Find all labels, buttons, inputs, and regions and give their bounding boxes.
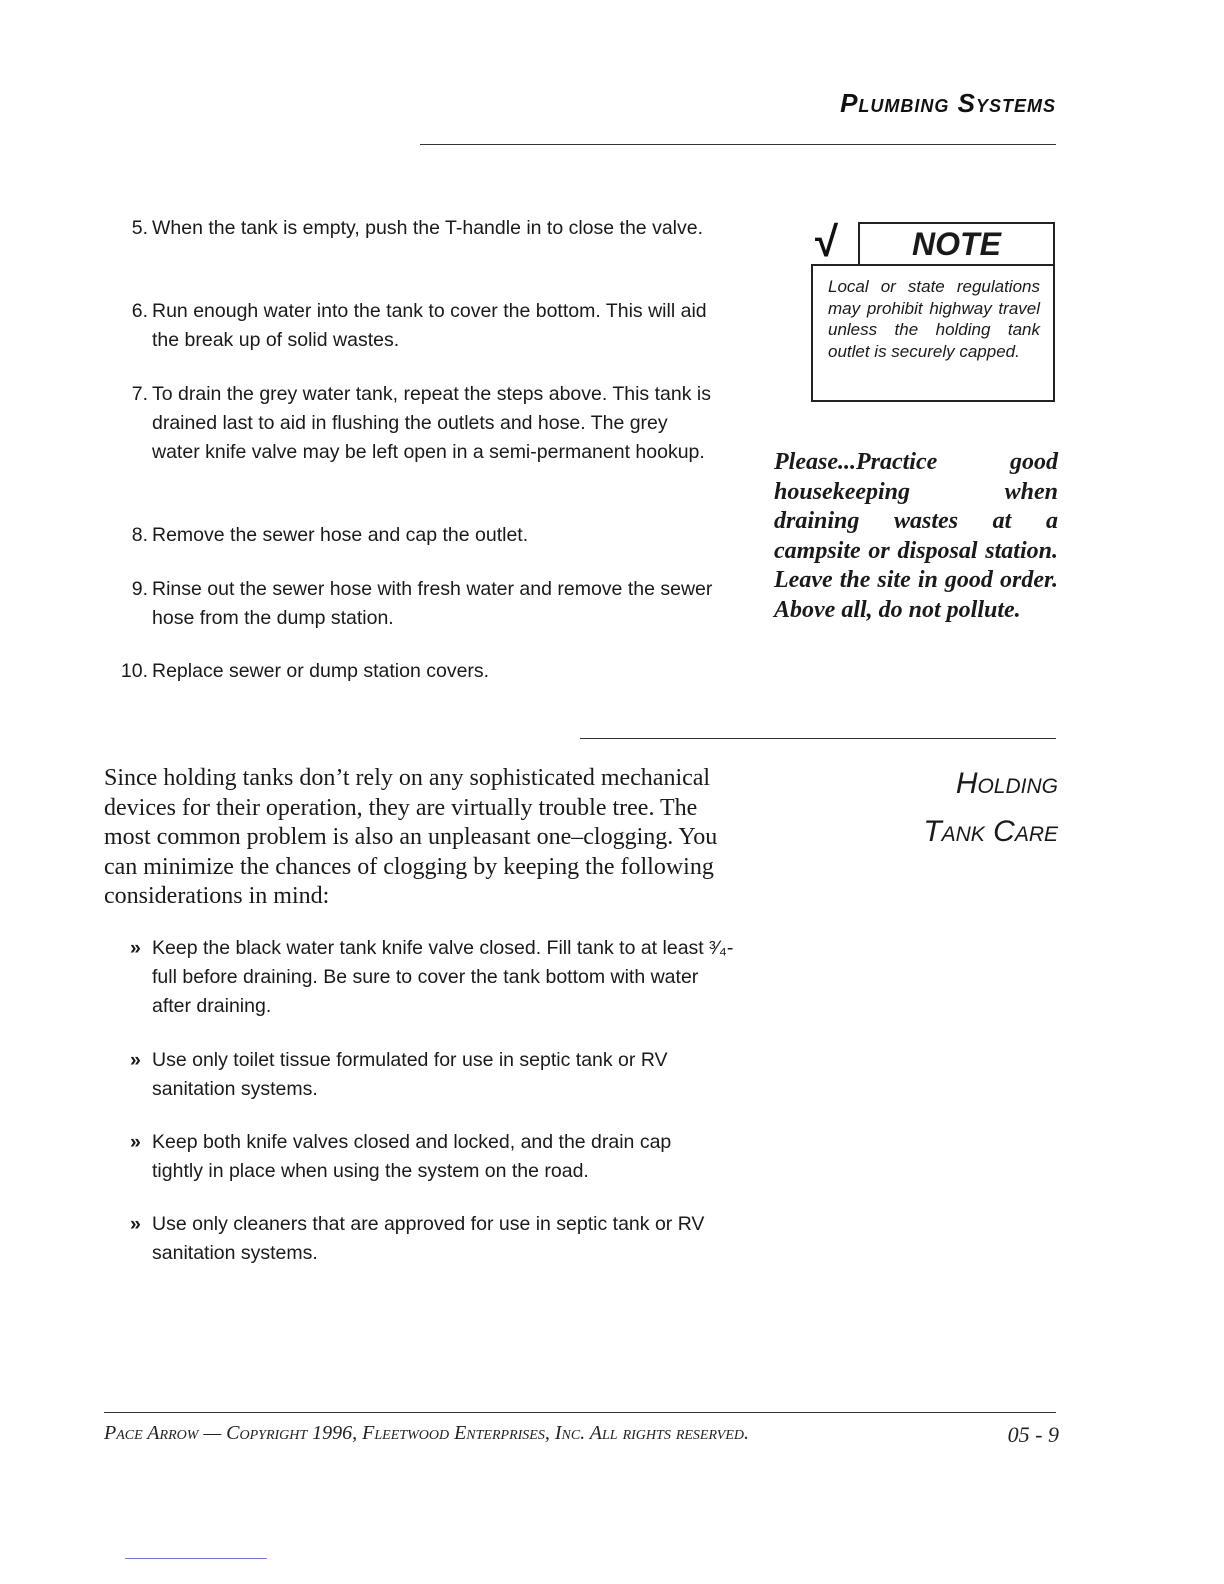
step-7 [110, 380, 730, 467]
checkmark-icon: √ [815, 218, 839, 265]
section-rule [580, 738, 1056, 739]
bullet-marker-icon: » [130, 1131, 141, 1153]
bullet-item [130, 1128, 740, 1186]
step-6 [110, 297, 730, 355]
bullet-marker-icon: » [130, 1049, 141, 1071]
intro-paragraph: Since holding tanks don’t rely on any sophisticated mechanical devices for their operation, they are virtually trouble tree. The most common problem is also an unpleasant one–clogging. You can minimize the chances of clogging by keeping the following considerations in mind: [104, 765, 718, 909]
step-5 [110, 214, 730, 243]
bullet-item [130, 1046, 740, 1104]
section-title: Plumbing Systems [840, 88, 1056, 118]
bullet-text: Keep the black water tank knife valve closed. Fill tank to at least ³⁄₄-full before draining. Be sure to cover the tank bottom with water after draining. [152, 937, 734, 1017]
step-text: Remove the sewer hose and cap the outlet. [152, 524, 529, 546]
step-10 [110, 657, 730, 686]
bullet-text: Keep both knife valves closed and locked, and the drain cap tightly in place when using the system on the road. [152, 1131, 672, 1182]
footer-rule [104, 1412, 1056, 1413]
callout-text: Please...Practice good housekeeping when draining wastes at a campsite or disposal station. Leave the site in good order. Above all, do not pollute. [774, 449, 1058, 623]
note-title: NOTE [858, 222, 1055, 264]
bullet-marker-icon: » [130, 1213, 141, 1235]
step-number: 8. [131, 524, 148, 546]
step-9 [110, 575, 730, 633]
footer-copyright: Pace Arrow — Copyright 1996, Fleetwood Enterprises, Inc. All rights reserved. [104, 1422, 749, 1444]
step-text: To drain the grey water tank, repeat the steps above. This tank is drained last to aid in flushing the outlets and hose. The grey water knife valve may be left open in a semi-permanent hookup. [152, 383, 711, 463]
holding-heading [923, 760, 1058, 856]
note-text: Local or state regulations may prohibit highway travel unless the holding tank outlet is securely capped. [828, 277, 1040, 361]
bullet-item [130, 934, 740, 1021]
bullet-text: Use only toilet tissue formulated for use in septic tank or RV sanitation systems. [152, 1049, 668, 1100]
step-number: 10. [120, 660, 148, 682]
bullet-text: Use only cleaners that are approved for use in septic tank or RV sanitation systems. [152, 1213, 705, 1264]
step-text: Replace sewer or dump station covers. [152, 660, 490, 682]
step-number: 6. [131, 300, 148, 322]
bottom-mark [125, 1558, 267, 1559]
bullet-marker-icon: » [130, 937, 141, 959]
step-number: 9. [131, 578, 148, 600]
step-8 [110, 521, 730, 550]
step-number: 7. [131, 383, 148, 405]
step-text: When the tank is empty, push the T-handle in to close the valve. [152, 217, 704, 239]
page-number: 05 - 9 [1007, 1422, 1059, 1447]
holding-heading-line1: Holding [955, 767, 1058, 800]
step-text: Run enough water into the tank to cover the bottom. This will aid the break up of solid wastes. [152, 300, 707, 351]
header-rule [420, 144, 1056, 145]
holding-heading-line2: Tank Care [923, 815, 1058, 848]
bullet-item [130, 1210, 740, 1268]
step-number: 5. [131, 217, 148, 239]
step-text: Rinse out the sewer hose with fresh water and remove the sewer hose from the dump station. [152, 578, 713, 629]
